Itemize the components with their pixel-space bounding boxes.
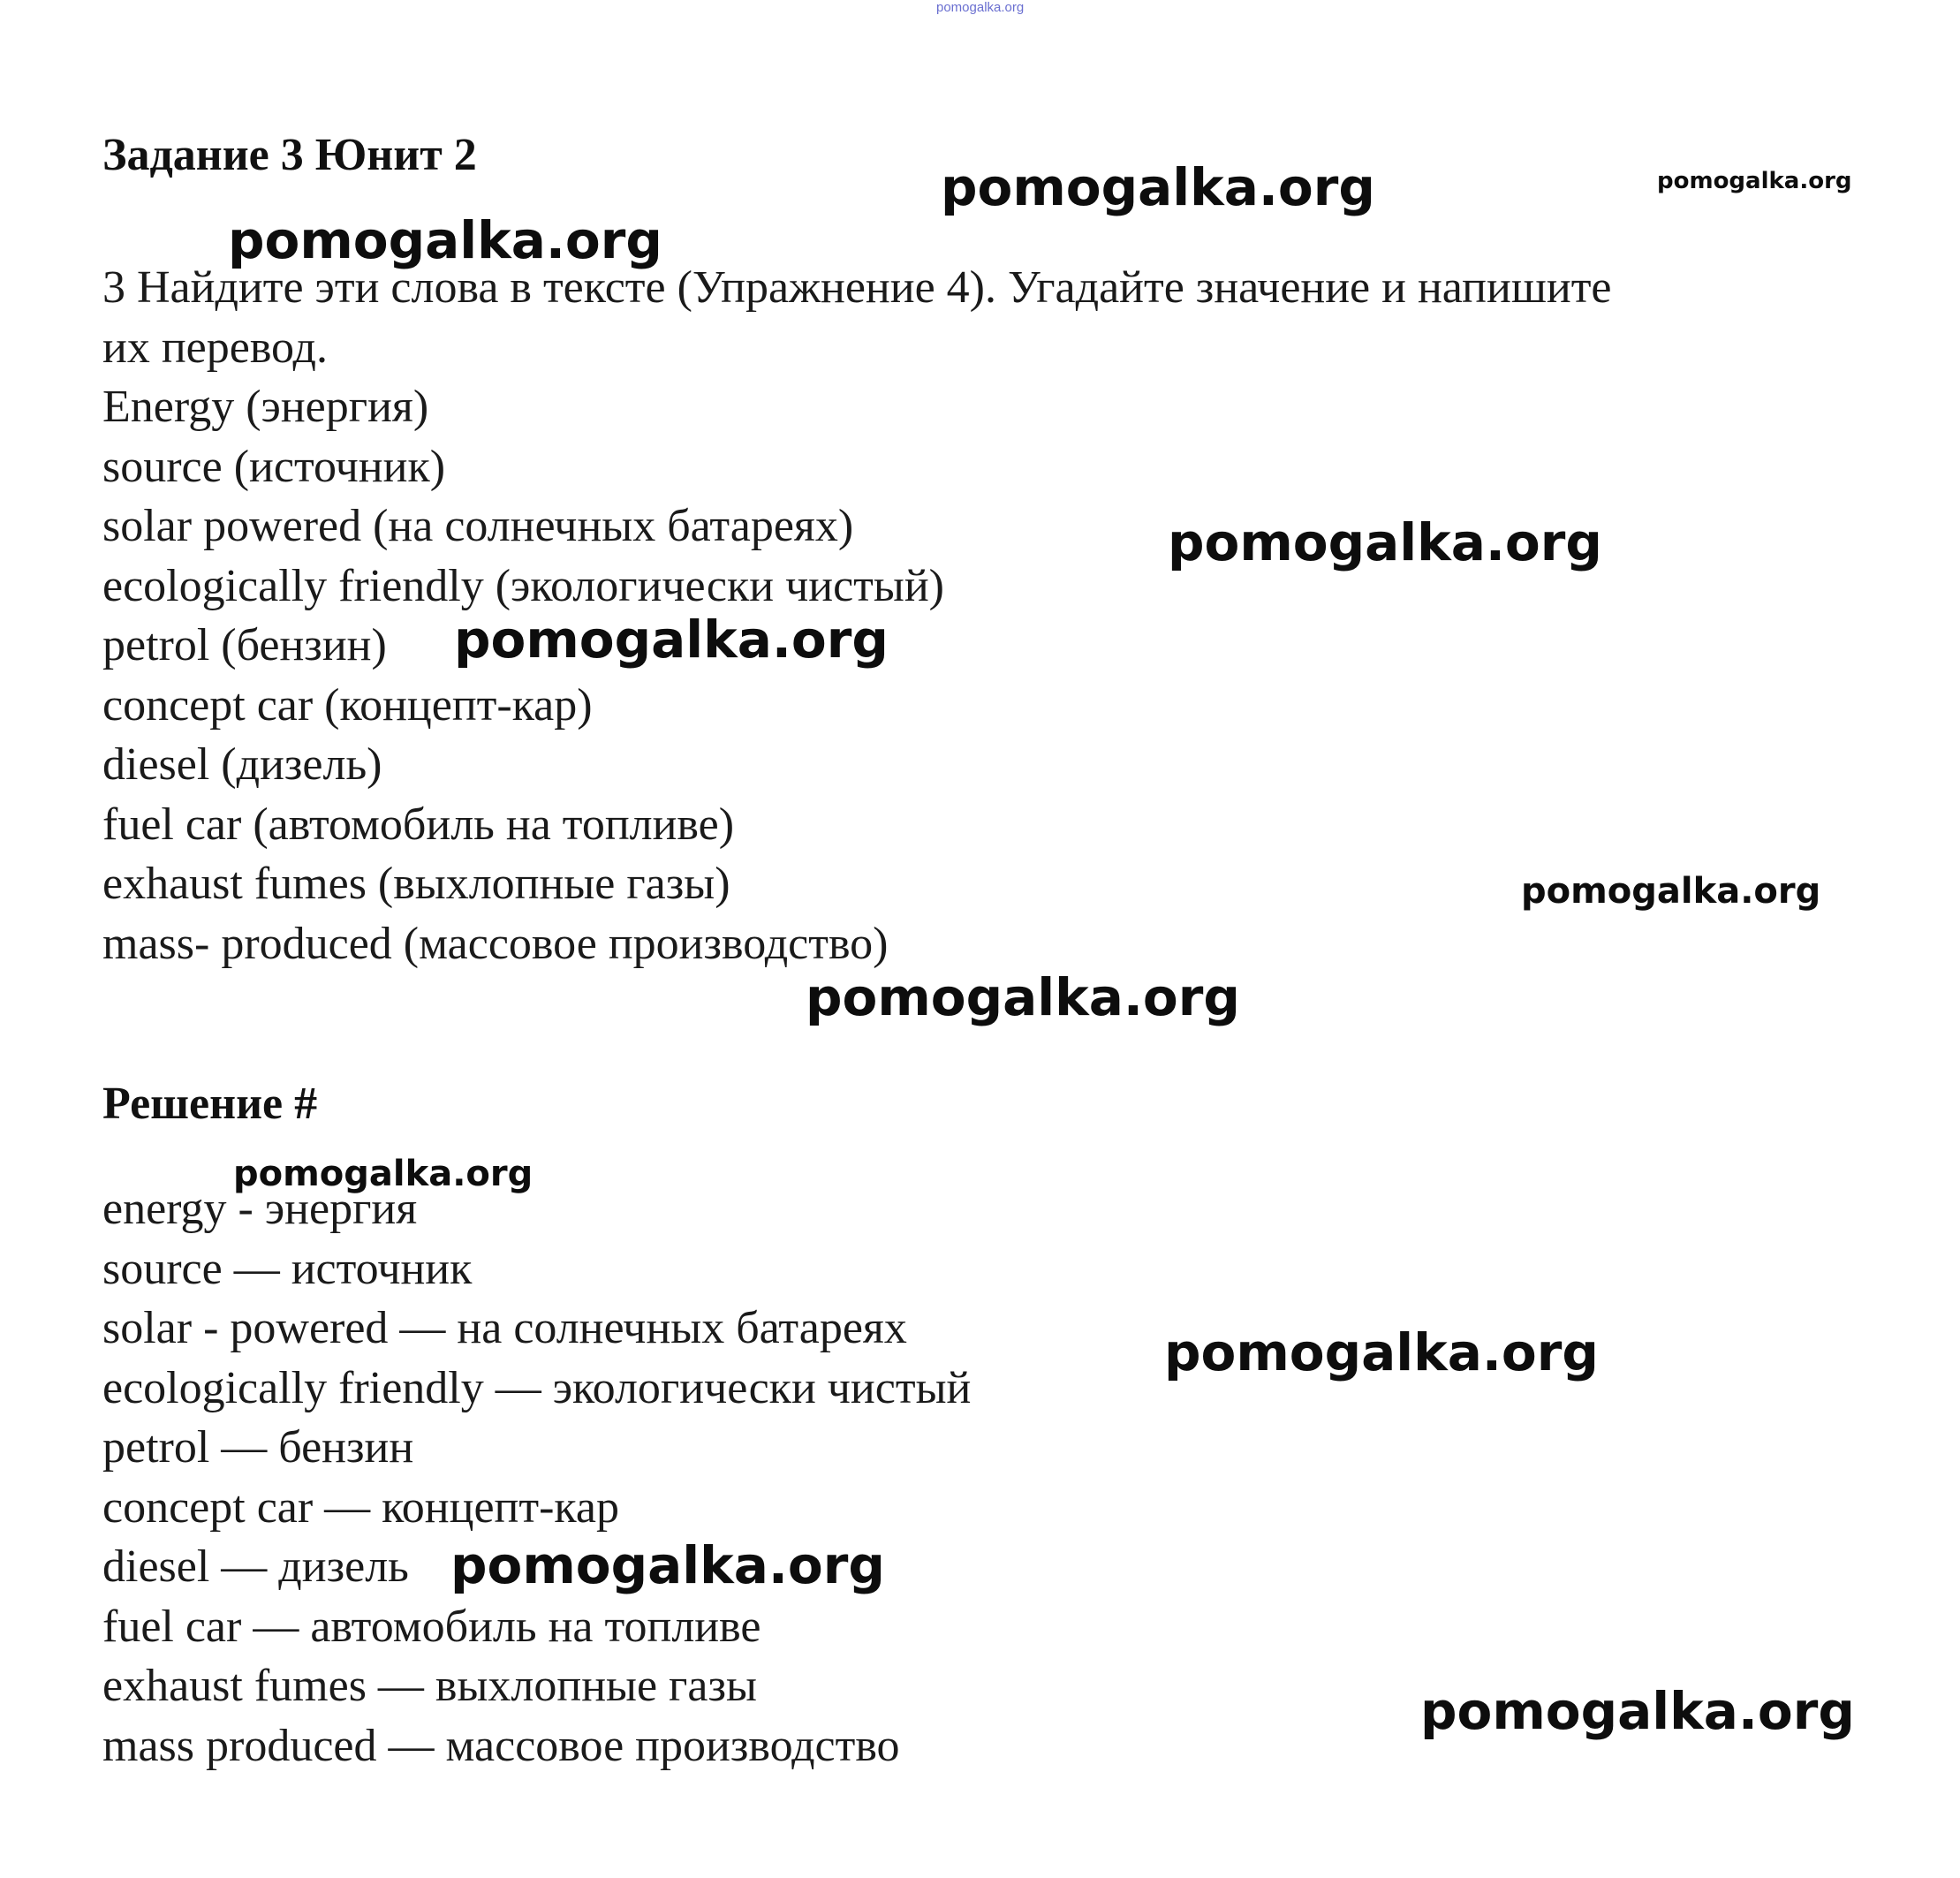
solution-line: energy - энергия <box>102 1184 418 1234</box>
solution-line: petrol — бензин <box>102 1422 414 1473</box>
instruction-line: 3 Найдите эти слова в тексте (Упражнение 4). Угадайте значение и напишите <box>102 262 1612 313</box>
solution-line: solar - powered — на солнечных батареях <box>102 1303 907 1353</box>
solution-heading: Решение # <box>102 1079 318 1129</box>
watermark: pomogalka.org <box>454 610 889 670</box>
vocab-item: Energy (энергия) <box>102 382 429 432</box>
watermark: pomogalka.org <box>233 1154 534 1194</box>
vocab-item: petrol (бензин) <box>102 620 387 670</box>
watermark: pomogalka.org <box>941 157 1375 217</box>
vocab-item: mass- produced (массовое производство) <box>102 918 889 969</box>
solution-body <box>102 1179 971 1776</box>
watermark: pomogalka.org <box>228 210 662 270</box>
vocab-item: ecologically friendly (экологически чистый) <box>102 560 944 611</box>
vocab-item: diesel (дизель) <box>102 739 382 790</box>
solution-line: mass produced — массовое производство <box>102 1720 900 1771</box>
watermark: pomogalka.org <box>1164 1322 1599 1382</box>
watermark: pomogalka.org <box>1420 1681 1855 1741</box>
task-body <box>102 258 1869 973</box>
top-watermark: pomogalka.org <box>936 0 1025 15</box>
watermark: pomogalka.org <box>806 967 1240 1027</box>
solution-line: fuel car — автомобиль на топливе <box>102 1601 761 1652</box>
watermark: pomogalka.org <box>1521 871 1821 912</box>
instruction-line: их перевод. <box>102 322 328 373</box>
vocab-item: concept car (концепт-кар) <box>102 679 593 731</box>
vocab-item: source (источник) <box>102 441 446 492</box>
watermark: pomogalka.org <box>1657 168 1852 194</box>
solution-line: exhaust fumes — выхлопные газы <box>102 1661 757 1711</box>
task-heading: Задание 3 Юнит 2 <box>102 130 477 180</box>
watermark: pomogalka.org <box>450 1535 885 1595</box>
vocab-item: exhaust fumes (выхлопные газы) <box>102 859 730 909</box>
vocab-item: fuel car (автомобиль на топливе) <box>102 799 735 850</box>
solution-line: ecologically friendly — экологически чистый <box>102 1362 972 1413</box>
solution-line: diesel — дизель <box>102 1541 409 1592</box>
watermark: pomogalka.org <box>1168 512 1602 572</box>
solution-line: source — источник <box>102 1243 473 1294</box>
vocab-item: solar powered (на солнечных батареях) <box>102 501 854 551</box>
solution-line: concept car — концепт-кар <box>102 1481 619 1533</box>
